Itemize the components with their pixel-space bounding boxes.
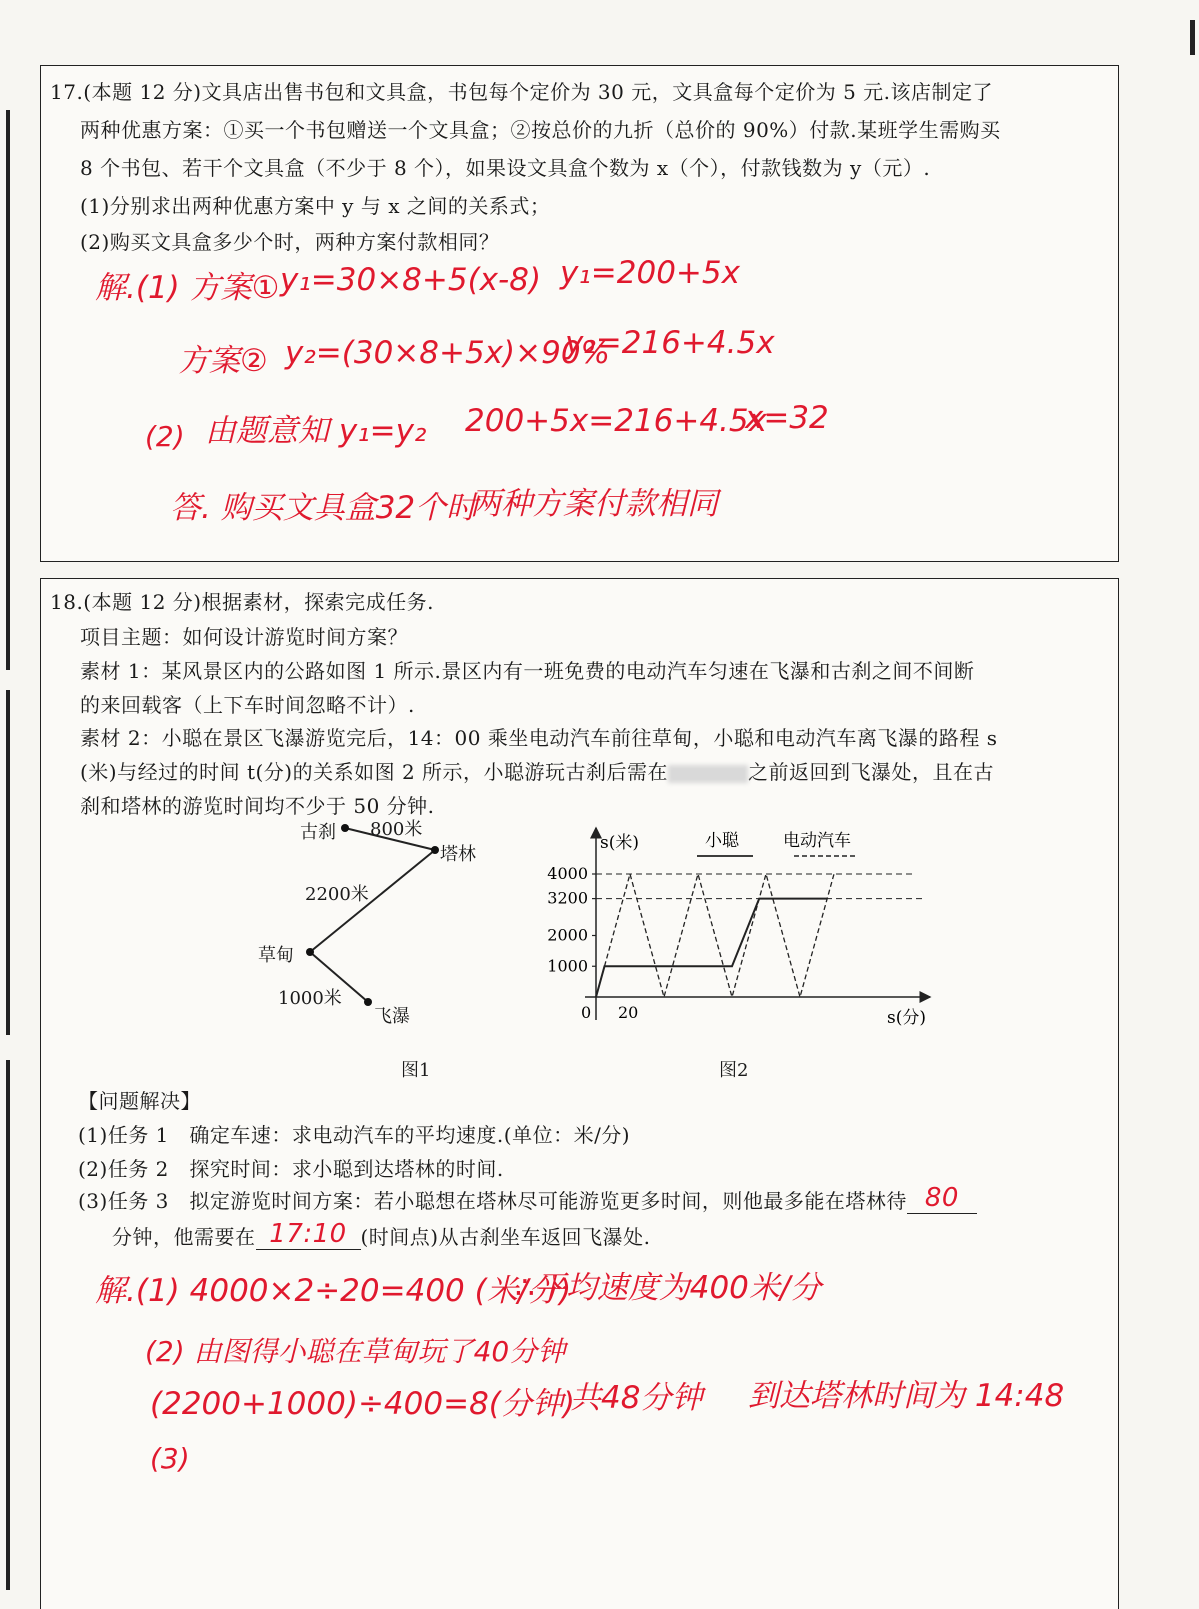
blank-1-value: 80: [924, 1183, 959, 1213]
q17-line-3: 8 个书包、若干个文具盒（不少于 8 个），如果设文具盒个数为 x（个），付款钱数为 y（元）.: [80, 156, 931, 180]
q18-line-6: [80, 756, 994, 785]
q18-answer: (2) 由图得小聪在草甸玩了40分钟: [145, 1335, 566, 1368]
origin-label: 0: [581, 1003, 592, 1022]
q17-answer: 由题意知 y₁=y₂: [205, 413, 427, 449]
q18-line-7: 刹和塔林的游览时间均不少于 50 分钟.: [80, 794, 435, 818]
q18-line-2: 项目主题：如何设计游览时间方案？: [80, 625, 408, 649]
q17-line-5: (2)购买文具盒多少个时，两种方案付款相同？: [80, 230, 500, 254]
figure-1-caption: 图1: [401, 1060, 431, 1081]
edge-800: 800米: [370, 819, 423, 840]
task-3: [78, 1185, 977, 1214]
q17-answer: y₂=(30×8+5x)×90%: [285, 335, 611, 371]
edge-1000: 1000米: [278, 988, 342, 1009]
q17-answer: 200+5x=216+4.5x: [465, 403, 767, 439]
y-axis-label: s(米): [600, 833, 639, 853]
answer-blank-minutes[interactable]: [907, 1183, 977, 1214]
figure-2-chart: [540, 820, 940, 1040]
legend-solid-label: 小聪: [705, 831, 739, 851]
q18-answer: 共48分钟: [570, 1380, 703, 1416]
q18-line-6-text: (米)与经过的时间 t(分)的关系如图 2 所示，小聪游玩古刹后需在: [80, 760, 669, 784]
figure-2-caption: 图2: [719, 1060, 749, 1081]
series-bus-line: [596, 874, 834, 997]
task-2: (2)任务 2 探究时间：求小聪到达塔林的时间.: [78, 1157, 504, 1181]
q17-line-4: (1)分别求出两种优惠方案中 y 与 x 之间的关系式；: [80, 194, 551, 218]
q17-answer: y₁=30×8+5(x-8): [280, 262, 542, 298]
task-3-line-2-a: 分钟，他需要在: [112, 1225, 256, 1249]
q17-answer: (2): [145, 420, 185, 453]
margin-mark: [6, 690, 10, 1035]
node-feipu: 飞瀑: [374, 1006, 410, 1027]
q17-answer: 答. 购买文具盒32个时: [170, 490, 478, 526]
node-gucha: 古刹: [300, 822, 336, 843]
answer-blank-time[interactable]: [256, 1219, 361, 1250]
margin-mark: [6, 1060, 10, 1590]
q17-answer: y₂=216+4.5x: [565, 325, 775, 361]
q18-line-1: 18.(本题 12 分)根据素材，探索完成任务.: [50, 590, 434, 614]
y-tick-label: 2000: [547, 925, 588, 945]
q18-answer: (2200+1000)÷400=8(分钟): [150, 1386, 575, 1422]
q18-answer: (3): [150, 1442, 190, 1475]
q17-answer: 两种方案付款相同: [470, 486, 718, 522]
q18-answer: 解.(1) 4000×2÷20=400 (米/分): [95, 1273, 572, 1309]
task-3-text: (3)任务 3 拟定游览时间方案：若小聪想在塔林尽可能游览更多时间，则他最多能在塔林待: [78, 1189, 907, 1213]
q18-line-6-tail: 之前返回到飞瀑处，且在古: [748, 760, 995, 784]
x-tick-20: 20: [618, 1003, 639, 1022]
y-tick-label: 1000: [547, 956, 588, 976]
q17-line-1: 17.(本题 12 分)文具店出售书包和文具盒，书包每个定价为 30 元，文具盒每个定价为 5 元.该店制定了: [50, 80, 994, 104]
node-caodian: 草甸: [258, 945, 294, 966]
problem-header: 【问题解决】: [78, 1089, 201, 1113]
q18-answer: ∴平均速度为400米/分: [515, 1270, 822, 1306]
q18-answer: 到达塔林时间为 14:48: [748, 1378, 1065, 1414]
y-tick-label: 3200: [547, 888, 588, 908]
margin-mark: [1190, 20, 1195, 55]
series-xiaocong-line: [596, 899, 827, 997]
task-1: (1)任务 1 确定车速：求电动汽车的平均速度.(单位：米/分): [78, 1123, 631, 1147]
task-3-line-2: [112, 1221, 650, 1250]
q17-answer: 方案②: [178, 343, 268, 379]
x-axis-label: s(分): [887, 1008, 926, 1028]
q17-line-2: 两种优惠方案：①买一个书包赠送一个文具盒；②按总价的九折（总价的 90%）付款.某班学生需购买: [80, 118, 1001, 142]
redacted-region: [668, 765, 748, 783]
margin-mark: [6, 110, 10, 670]
q18-line-4: 的来回载客（上下车时间忽略不计）.: [80, 693, 415, 717]
q18-line-5: 素材 2：小聪在景区飞瀑游览完后，14：00 乘坐电动汽车前往草甸，小聪和电动汽车离飞瀑的路程 s: [80, 726, 998, 750]
q18-line-3: 素材 1：某风景区内的公路如图 1 所示.景区内有一班免费的电动汽车匀速在飞瀑和古刹之间不间断: [80, 659, 975, 683]
edge-2200: 2200米: [305, 884, 369, 905]
legend-dashed-label: 电动汽车: [783, 831, 851, 851]
q17-answer: y₁=200+5x: [560, 255, 740, 291]
q17-answer: x=32: [745, 400, 829, 436]
task-3-line-2-b: (时间点)从古刹坐车返回飞瀑处.: [360, 1225, 651, 1249]
y-tick-label: 4000: [547, 864, 588, 883]
q17-answer: 解.(1) 方案①: [95, 270, 280, 306]
node-talin: 塔林: [440, 844, 476, 865]
blank-2-value: 17:10: [269, 1219, 347, 1249]
